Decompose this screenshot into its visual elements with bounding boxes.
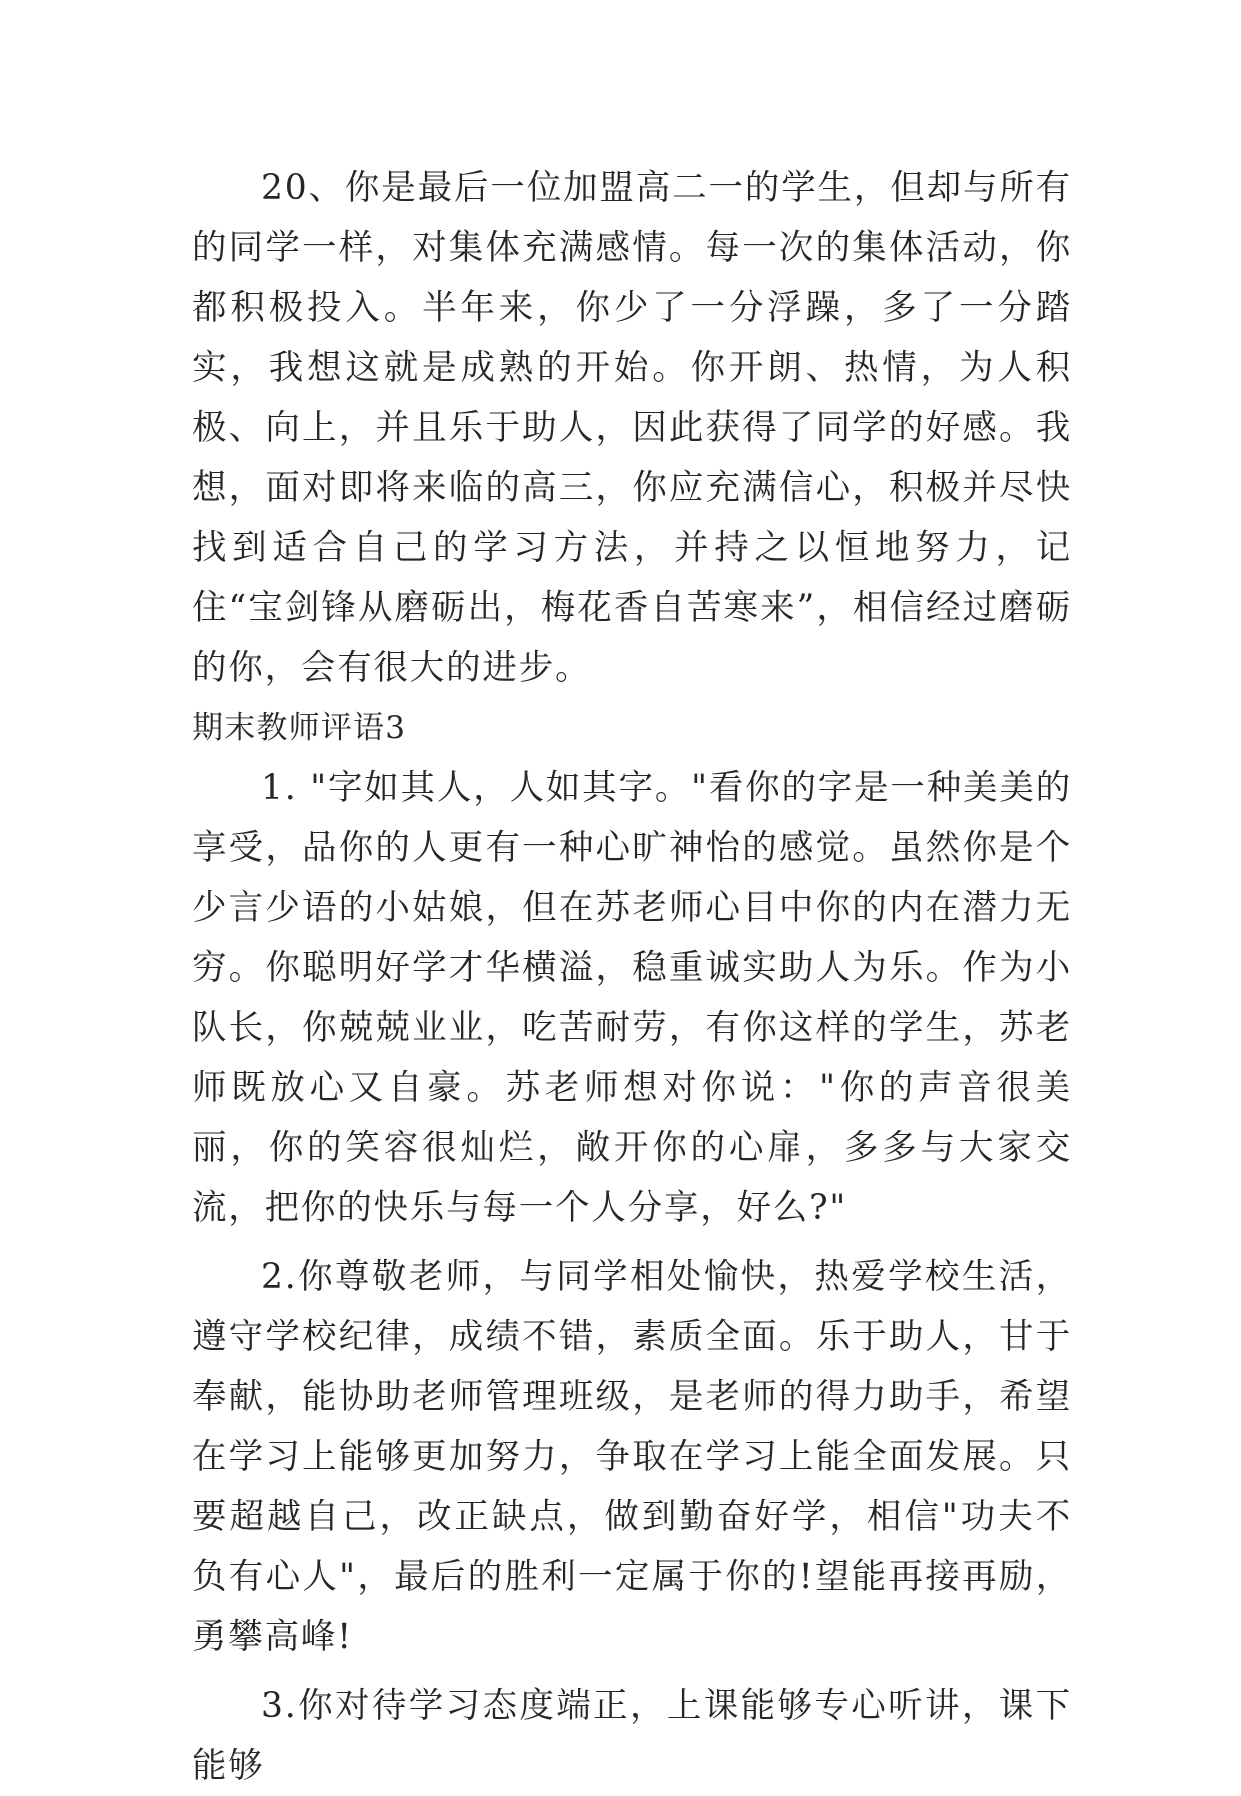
paragraph-comment-2: 2.你尊敬老师，与同学相处愉快，热爱学校生活，遵守学校纪律，成绩不错，素质全面。乐于助人，甘于奉献，能协助老师管理班级，是老师的得力助手，希望在学习上能够更加努力，争取在学习上能全面发展。只要超越自己，改正缺点，做到勤奋好学，相信"功夫不负有心人"，最后的胜利一定属于你的!望能再接再励，勇攀高峰!	[192, 1257, 1072, 1657]
paragraph-comment-20: 20、你是最后一位加盟高二一的学生，但却与所有的同学一样，对集体充满感情。每一次的集体活动，你都积极投入。半年来，你少了一分浮躁，多了一分踏实，我想这就是成熟的开始。你开朗、热情，为人积极、向上，并且乐于助人，因此获得了同学的好感。我想，面对即将来临的高三，你应充满信心，积极并尽快找到适合自己的学习方法，并持之以恒地努力，记住“宝剑锋从磨砺出，梅花香自苦寒来”，相信经过磨砺的你，会有很大的进步。	[192, 168, 1072, 688]
paragraph-comment-3: 3.你对待学习态度端正，上课能够专心听讲，课下能够	[192, 1686, 1072, 1786]
paragraph-comment-1: 1. "字如其人，人如其字。"看你的字是一种美美的享受，品你的人更有一种心旷神怡的感觉。虽然你是个少言少语的小姑娘，但在苏老师心目中你的内在潜力无穷。你聪明好学才华横溢，稳重诚实助人为乐。作为小队长，你兢兢业业，吃苦耐劳，有你这样的学生，苏老师既放心又自豪。苏老师想对你说："你的声音很美丽，你的笑容很灿烂，敞开你的心扉，多多与大家交流，把你的快乐与每一个人分享，好么?"	[192, 768, 1072, 1228]
section-heading: 期末教师评语3	[192, 710, 407, 746]
document-body	[192, 158, 1072, 1796]
